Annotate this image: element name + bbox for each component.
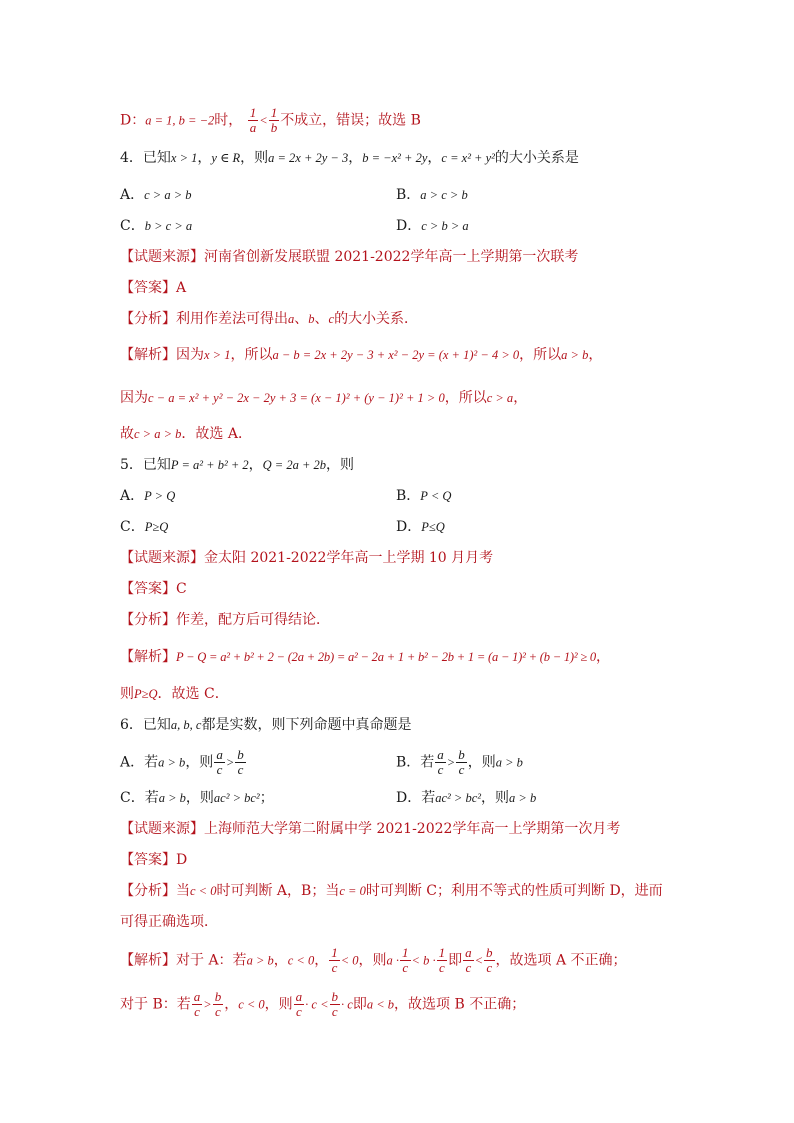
text-fragment: 作差，配方后可得结论．	[176, 612, 330, 628]
text-fragment: a	[288, 312, 295, 326]
fraction	[437, 946, 448, 975]
text-fragment: ，	[588, 347, 603, 363]
q6-solution-line2	[120, 990, 525, 1019]
text-fragment: ，故选项 A 不正确；	[495, 952, 627, 969]
text-fragment: Q = 2a + 2b	[262, 458, 327, 472]
text-fragment: 的大小关系．	[334, 311, 419, 327]
fraction	[214, 748, 225, 777]
text-fragment: >	[203, 997, 212, 1012]
text-fragment: 的大小关系是	[494, 150, 579, 166]
text-fragment: 则	[120, 686, 134, 702]
text-fragment: P = a² + b² + 2	[170, 458, 249, 472]
text-fragment: 1	[331, 945, 338, 960]
q4-solution-line3	[120, 424, 252, 444]
text-fragment: >	[446, 755, 456, 770]
text-fragment: 【解析】	[120, 952, 176, 969]
q5-source	[120, 548, 493, 568]
text-fragment: c < 0	[238, 997, 265, 1012]
q4-answer	[120, 278, 186, 298]
math: <	[259, 113, 268, 128]
text-fragment: ac² > bc²	[213, 791, 260, 805]
text-fragment: 【分析】	[120, 612, 176, 628]
text-fragment: 1	[402, 945, 409, 960]
text-fragment: c	[465, 960, 472, 975]
text-fragment: >	[225, 755, 235, 770]
text-fragment: B．	[396, 488, 421, 504]
text-fragment: · c	[341, 997, 353, 1012]
text-fragment: a > b	[246, 953, 274, 968]
text-fragment: 对于 B：若	[120, 996, 191, 1013]
fraction	[269, 106, 280, 135]
q6-analysis-line2	[120, 912, 218, 932]
text-fragment: ，	[248, 457, 263, 473]
text-fragment: P≥Q	[134, 687, 158, 701]
q5-option-b	[396, 486, 451, 506]
q5-stem	[120, 455, 354, 475]
text-fragment: ，则	[185, 790, 214, 806]
text-fragment: P < Q	[420, 489, 452, 503]
text-fragment: 4．已知	[120, 150, 171, 166]
q5-option-a	[120, 486, 175, 506]
text-fragment: y ∈ R	[211, 151, 241, 165]
text-fragment: ，则	[240, 150, 269, 166]
text-fragment: c	[331, 1004, 338, 1019]
text-fragment: c	[438, 960, 445, 975]
q4-solution-line1	[120, 345, 602, 365]
text-fragment: < b ·	[411, 953, 436, 968]
text-fragment: C	[176, 581, 187, 597]
text-fragment: a > b	[158, 755, 186, 770]
text-fragment: 【答案】	[120, 852, 176, 868]
text: D：	[120, 112, 146, 129]
text-fragment: ，则	[358, 952, 387, 969]
text: 时，	[214, 112, 243, 129]
text-fragment: 【试题来源】	[120, 821, 204, 837]
text-fragment: 当	[176, 883, 190, 899]
q6-option-c	[120, 788, 274, 808]
text-fragment: D．	[396, 519, 422, 535]
q4-solution-line2	[120, 388, 527, 408]
text-fragment: 【分析】	[120, 311, 176, 327]
text-fragment: a	[193, 989, 201, 1004]
text-fragment: c	[194, 1004, 200, 1019]
text-fragment: b	[270, 120, 278, 135]
text-fragment: c	[216, 762, 223, 777]
text-fragment: c < 0	[190, 884, 217, 898]
text-fragment: 金太阳 2021-2022学年高一上学期 10 月月考	[204, 550, 494, 566]
text-fragment: ．故选 C．	[157, 686, 229, 702]
text-fragment: c	[486, 960, 493, 975]
q4-option-b	[396, 185, 468, 205]
text-fragment: ，	[224, 996, 239, 1013]
text-fragment: < 0	[340, 953, 359, 968]
text-fragment: a	[295, 989, 303, 1004]
text-fragment: a > b	[509, 791, 537, 805]
q4-source	[120, 247, 578, 267]
text-fragment: P≥Q	[144, 520, 169, 534]
text-fragment: b	[308, 312, 315, 326]
text-fragment: b	[331, 989, 339, 1004]
text-fragment: 对于 A：若	[176, 952, 247, 969]
fraction	[330, 990, 341, 1019]
text-fragment: x > 1	[170, 151, 198, 165]
q5-option-d	[396, 517, 445, 537]
fraction	[463, 946, 474, 975]
text-fragment: c	[402, 960, 409, 975]
text-fragment: · c <	[305, 997, 329, 1012]
text-fragment: c < 0	[287, 953, 315, 968]
text-fragment: b = −x² + 2y	[362, 151, 428, 165]
q6-answer	[120, 850, 187, 870]
fraction	[329, 946, 340, 975]
text-fragment: 时可判断 A，B；当	[216, 883, 340, 899]
q5-solution-line2	[120, 684, 229, 704]
q5-solution-line1	[120, 647, 610, 667]
text-fragment: a = 2x + 2y − 3	[268, 151, 349, 165]
text-fragment: 河南省创新发展联盟 2021-2022学年高一上学期第一次联考	[204, 249, 579, 265]
text-fragment: c	[237, 762, 244, 777]
text-fragment: B．	[396, 187, 421, 203]
text-fragment: 【试题来源】	[120, 550, 204, 566]
text-fragment: ，所以	[230, 347, 273, 363]
text-fragment: 上海师范大学第二附属中学 2021-2022学年高一上学期第一次月考	[204, 821, 621, 837]
q4-stem	[120, 148, 579, 168]
text-fragment: C．	[120, 218, 145, 234]
q6-option-d	[396, 788, 536, 808]
text-fragment: a, b, c	[170, 718, 202, 732]
text-fragment: 【解析】	[120, 649, 176, 665]
text-fragment: a − b = 2x + 2y − 3 + x² − 2y = (x + 1)² − 4 > 0	[272, 348, 520, 362]
text-fragment: A．	[120, 488, 145, 504]
text-fragment: ac² > bc²	[435, 791, 482, 805]
math: a = 1, b = −2	[145, 113, 215, 128]
text-fragment: c	[458, 762, 465, 777]
fraction	[192, 990, 203, 1019]
q6-solution-line1	[120, 946, 627, 975]
q5-option-c	[120, 517, 168, 537]
text-fragment: c	[296, 1004, 302, 1019]
text-fragment: ，则	[326, 457, 355, 473]
text-fragment: c − a = x² + y² − 2x − 2y + 3 = (x − 1)² + (y − 1)² + 1 > 0	[148, 391, 445, 405]
text-fragment: ，故选项 B 不正确；	[394, 996, 526, 1013]
q6-stem	[120, 715, 411, 735]
text-fragment: x > 1	[204, 348, 231, 362]
fraction	[235, 748, 246, 777]
text-fragment: a	[437, 747, 444, 762]
text-fragment: b	[458, 747, 465, 762]
text-fragment: 1	[270, 105, 278, 120]
text-fragment: a < b	[366, 997, 395, 1012]
text-fragment: ，则	[467, 754, 496, 771]
text-fragment: 、	[314, 311, 329, 327]
text-fragment: a	[465, 945, 472, 960]
text-fragment: ，则	[185, 754, 214, 771]
text-fragment: 即	[448, 952, 463, 969]
text-fragment: ，	[348, 150, 363, 166]
text: 不成立，错误；故选 B	[280, 112, 421, 129]
text-fragment: 6．已知	[120, 717, 171, 733]
fraction	[484, 946, 495, 975]
q6-option-a	[120, 748, 247, 777]
text-fragment: ，	[513, 390, 528, 406]
text-fragment: 【试题来源】	[120, 249, 204, 265]
text-fragment: a	[216, 747, 223, 762]
text-fragment: c > a	[486, 391, 514, 405]
fraction	[213, 990, 224, 1019]
text-fragment: P > Q	[144, 489, 176, 503]
text-fragment: c	[328, 312, 335, 326]
text-fragment: B．若	[396, 754, 435, 771]
q4-option-c	[120, 216, 192, 236]
text-fragment: 故	[120, 426, 134, 442]
text-fragment: ，则	[481, 790, 510, 806]
fraction	[400, 946, 411, 975]
text-fragment: b > c > a	[144, 219, 193, 233]
text-fragment: ；	[259, 790, 274, 806]
text-fragment: b	[237, 747, 244, 762]
text-fragment: 因为	[176, 347, 204, 363]
text-fragment: c = x² + y²	[441, 151, 495, 165]
text-fragment: a ·	[386, 953, 400, 968]
text-fragment: 【答案】	[120, 280, 176, 296]
text-fragment: 即	[352, 996, 367, 1013]
fraction	[435, 748, 446, 777]
text-fragment: 【解析】	[120, 347, 176, 363]
q6-source	[120, 819, 620, 839]
text-fragment: ，	[314, 952, 329, 969]
fraction	[294, 990, 305, 1019]
text-fragment: P − Q = a² + b² + 2 − (2a + 2b) = a² − 2a + 1 + b² − 2b + 1 = (a − 1)² + (b − 1)² ≥ 0	[176, 650, 596, 664]
q4-analysis	[120, 309, 418, 329]
text-fragment: a > b	[495, 755, 523, 770]
text-fragment: c	[331, 960, 338, 975]
text-fragment: 1	[438, 945, 446, 960]
text-fragment: C．若	[120, 790, 159, 806]
text-fragment: c > a > b	[144, 188, 192, 202]
text-fragment: ，所以	[444, 390, 487, 406]
text-fragment: A．	[120, 187, 145, 203]
text-fragment: 、	[294, 311, 309, 327]
text-fragment: 都是实数，则下列命题中真命题是	[201, 717, 412, 733]
text-fragment: b	[214, 989, 222, 1004]
q4-option-d	[396, 216, 469, 236]
text-fragment: 【答案】	[120, 581, 176, 597]
text-fragment: A．若	[120, 754, 159, 771]
q6-option-b	[396, 748, 523, 777]
text-fragment: a > b	[561, 348, 589, 362]
text-fragment: c > a > b	[134, 427, 182, 441]
q6-analysis-line1	[120, 881, 663, 901]
text-fragment: <	[474, 953, 484, 968]
text-fragment: c	[215, 1004, 221, 1019]
text-fragment: ，	[595, 649, 610, 665]
text-fragment: ，	[427, 150, 442, 166]
fraction	[456, 748, 467, 777]
text-fragment: ，	[197, 150, 212, 166]
text-fragment: 【分析】	[120, 883, 176, 899]
text-fragment: 利用作差法可得出	[176, 311, 288, 327]
text-fragment: b	[486, 945, 493, 960]
fraction	[248, 106, 259, 135]
q4-option-a	[120, 185, 192, 205]
text-fragment: ．故选 A．	[181, 426, 252, 442]
text-fragment: a	[249, 120, 257, 135]
text-fragment: 1	[249, 105, 257, 120]
q5-analysis	[120, 610, 330, 630]
text-fragment: D．	[396, 218, 422, 234]
text-fragment: ，所以	[519, 347, 562, 363]
text-fragment: 因为	[120, 390, 148, 406]
text-fragment: c = 0	[339, 884, 366, 898]
q5-answer	[120, 579, 187, 599]
prev-option-d-line	[120, 106, 421, 135]
text-fragment: 5．已知	[120, 457, 171, 473]
text-fragment: a > b	[158, 791, 186, 805]
text-fragment: P≤Q	[421, 520, 445, 534]
text-fragment: ，则	[264, 996, 293, 1013]
text-fragment: D	[176, 852, 188, 868]
text-fragment: c > b > a	[421, 219, 469, 233]
text-fragment: A	[176, 280, 187, 296]
text-fragment: a > c > b	[420, 188, 468, 202]
text-fragment: ，	[273, 952, 288, 969]
text-fragment: D．若	[396, 790, 436, 806]
text-fragment: C．	[120, 519, 145, 535]
text-fragment: 可得正确选项．	[120, 914, 218, 930]
text-fragment: 时可判断 C；利用不等式的性质可判断 D，进而	[365, 883, 663, 899]
text-fragment: c	[437, 762, 444, 777]
